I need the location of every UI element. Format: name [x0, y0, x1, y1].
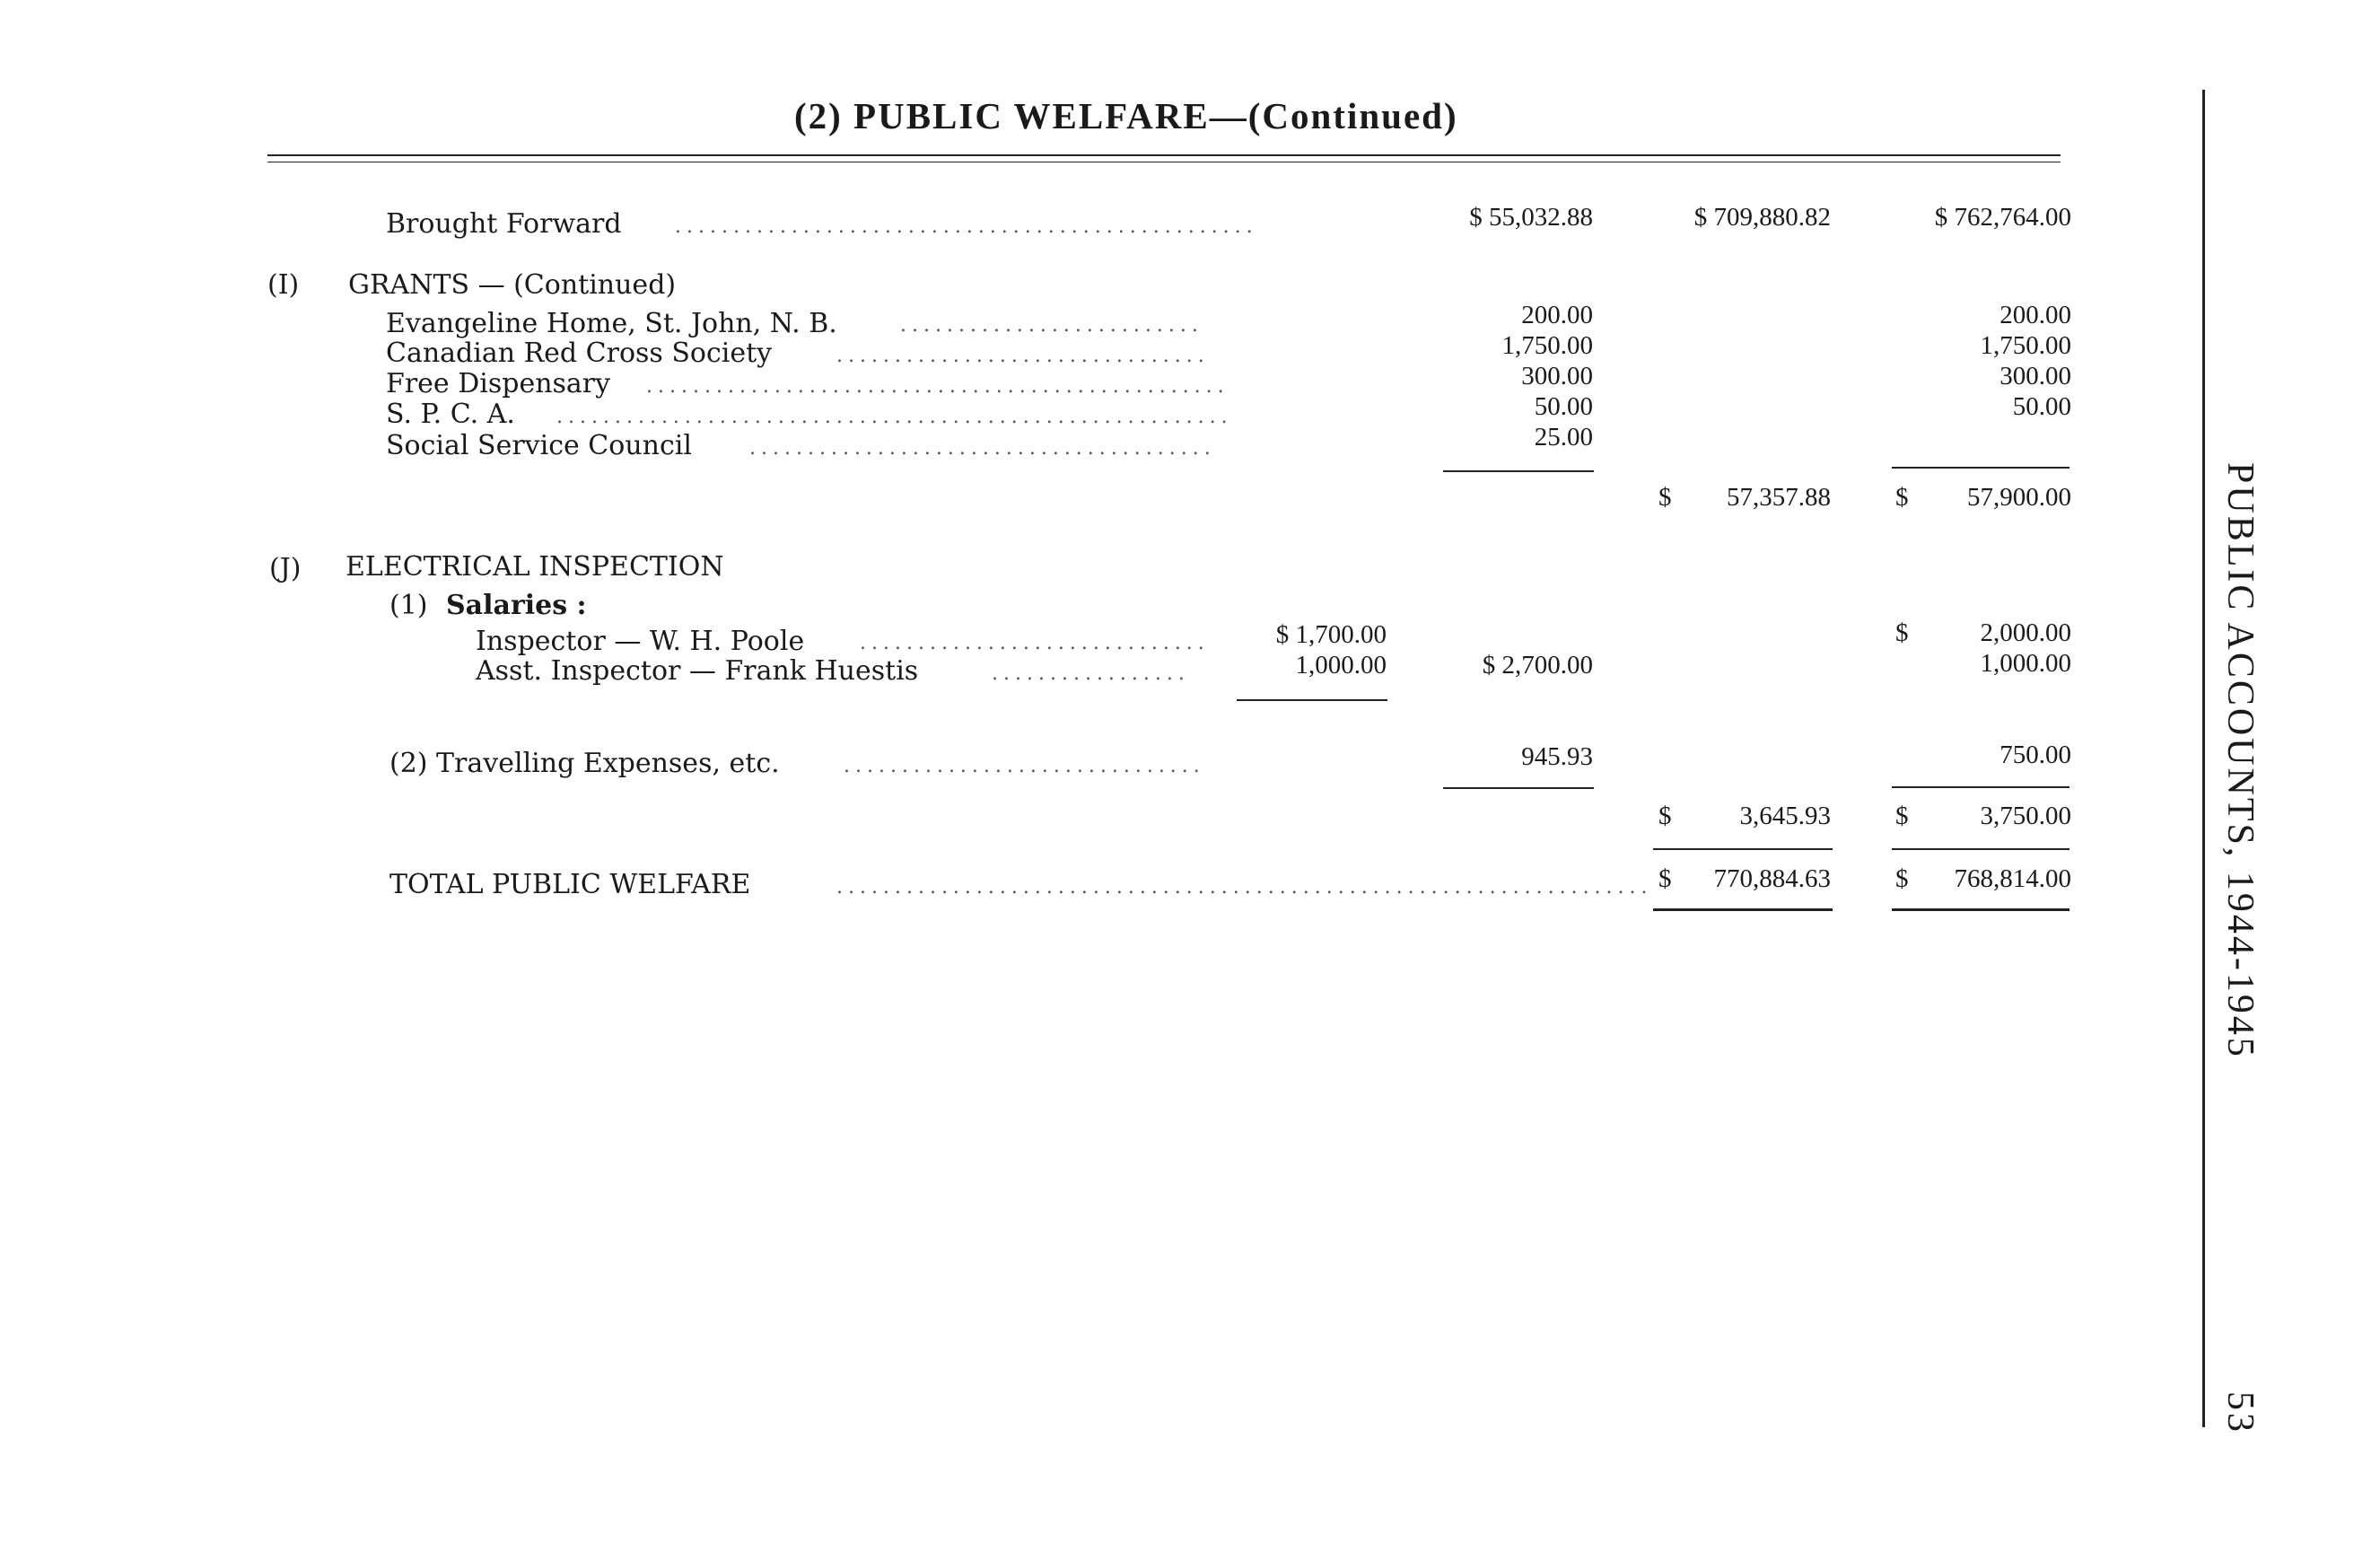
total-label: TOTAL PUBLIC WELFARE — [389, 869, 751, 900]
travel-col2-rule — [1443, 787, 1594, 789]
grants-subtotal-col3-dollar: $ — [1658, 483, 1672, 512]
total-col3-double-rule — [1653, 908, 1833, 911]
electrical-subtotal-col3-dollar: $ — [1658, 802, 1672, 830]
grants-subtotal-col4-dollar: $ — [1895, 483, 1909, 512]
asst-inspector-label: Asst. Inspector — Frank Huestis — [476, 655, 919, 687]
leader-dots: ........................................ — [749, 437, 1216, 460]
leader-dots: ............................... — [844, 755, 1205, 777]
inspector-col1: $ 1,700.00 — [1275, 620, 1387, 649]
leader-dots: ................. — [992, 662, 1190, 685]
salaries-col1-rule — [1237, 699, 1387, 701]
grant-label: S. P. C. A. — [386, 399, 515, 430]
electrical-subtotal-col4: 3,750.00 — [1980, 802, 2071, 830]
grant-label: Free Dispensary — [386, 368, 611, 399]
grants-marker: (I) — [267, 269, 300, 301]
leader-dots: ...................................................................... — [836, 876, 1653, 899]
subtotal-col3-rule — [1653, 848, 1833, 850]
salaries-label: Salaries : — [446, 590, 587, 621]
salaries-marker: (1) — [389, 590, 428, 621]
electrical-marker: (J) — [269, 553, 302, 584]
brought-forward-col4: $ 762,764.00 — [1934, 203, 2071, 232]
electrical-heading: ELECTRICAL INSPECTION — [346, 551, 724, 583]
subtotal-col4-rule — [1892, 848, 2069, 850]
inspector-label: Inspector — W. H. Poole — [476, 626, 805, 657]
grant-label: Canadian Red Cross Society — [386, 338, 773, 369]
grant-col2: 200.00 — [1521, 301, 1593, 329]
grants-subtotal-col3: 57,357.88 — [1727, 483, 1831, 512]
brought-forward-label: Brought Forward — [386, 208, 622, 240]
header-rule-top — [267, 154, 2061, 156]
page-title: (2) PUBLIC WELFARE—(Continued) — [794, 95, 1458, 136]
total-col4: 768,814.00 — [1954, 864, 2071, 893]
electrical-subtotal-col4-dollar: $ — [1895, 802, 1909, 830]
brought-forward-col3: $ 709,880.82 — [1693, 203, 1831, 232]
grant-col2: 50.00 — [1534, 392, 1593, 421]
brought-forward-col2: $ 55,032.88 — [1469, 203, 1593, 232]
total-col4-dollar: $ — [1895, 864, 1909, 893]
leader-dots: .......................... — [900, 314, 1203, 337]
margin-vertical-rule — [2202, 90, 2205, 1427]
asst-inspector-col2: $ 2,700.00 — [1482, 651, 1593, 679]
grants-heading: GRANTS — (Continued) — [348, 269, 677, 301]
asst-inspector-col4: 1,000.00 — [1980, 649, 2071, 678]
grants-subtotal-col4: 57,900.00 — [1967, 483, 2071, 512]
leader-dots: .................................................. — [646, 375, 1229, 398]
inspector-col4-dollar: $ — [1895, 618, 1909, 647]
travelling-col2: 945.93 — [1521, 742, 1593, 771]
grant-col2: 1,750.00 — [1501, 331, 1593, 360]
leader-dots: ................................ — [836, 345, 1210, 367]
running-title: PUBLIC ACCOUNTS, 1944-1945 — [2219, 462, 2261, 1059]
grants-col2-rule — [1443, 470, 1594, 472]
grant-label: Social Service Council — [386, 430, 692, 461]
travelling-label: (2) Travelling Expenses, etc. — [389, 748, 780, 779]
grants-col4-rule — [1892, 467, 2069, 469]
grant-col2: 25.00 — [1534, 423, 1593, 452]
travel-col4-rule — [1892, 786, 2069, 788]
total-col4-double-rule — [1892, 908, 2069, 911]
page-number: 53 — [2219, 1391, 2261, 1434]
grant-col4: 1,750.00 — [1980, 331, 2071, 360]
leader-dots: .......................................................... — [556, 406, 1233, 428]
electrical-subtotal-col3: 3,645.93 — [1739, 802, 1831, 830]
leader-dots: .................................................. — [675, 215, 1258, 238]
travelling-col4: 750.00 — [1999, 741, 2071, 769]
grant-col4: 300.00 — [1999, 362, 2071, 390]
grant-col4: 200.00 — [1999, 301, 2071, 329]
grant-label: Evangeline Home, St. John, N. B. — [386, 308, 837, 339]
grant-col2: 300.00 — [1521, 362, 1593, 390]
total-col3-dollar: $ — [1658, 864, 1672, 893]
asst-inspector-col1: 1,000.00 — [1295, 651, 1387, 679]
leader-dots: .............................. — [860, 632, 1210, 654]
total-col3: 770,884.63 — [1713, 864, 1831, 893]
inspector-col4: 2,000.00 — [1980, 618, 2071, 647]
grant-col4: 50.00 — [2012, 392, 2071, 421]
